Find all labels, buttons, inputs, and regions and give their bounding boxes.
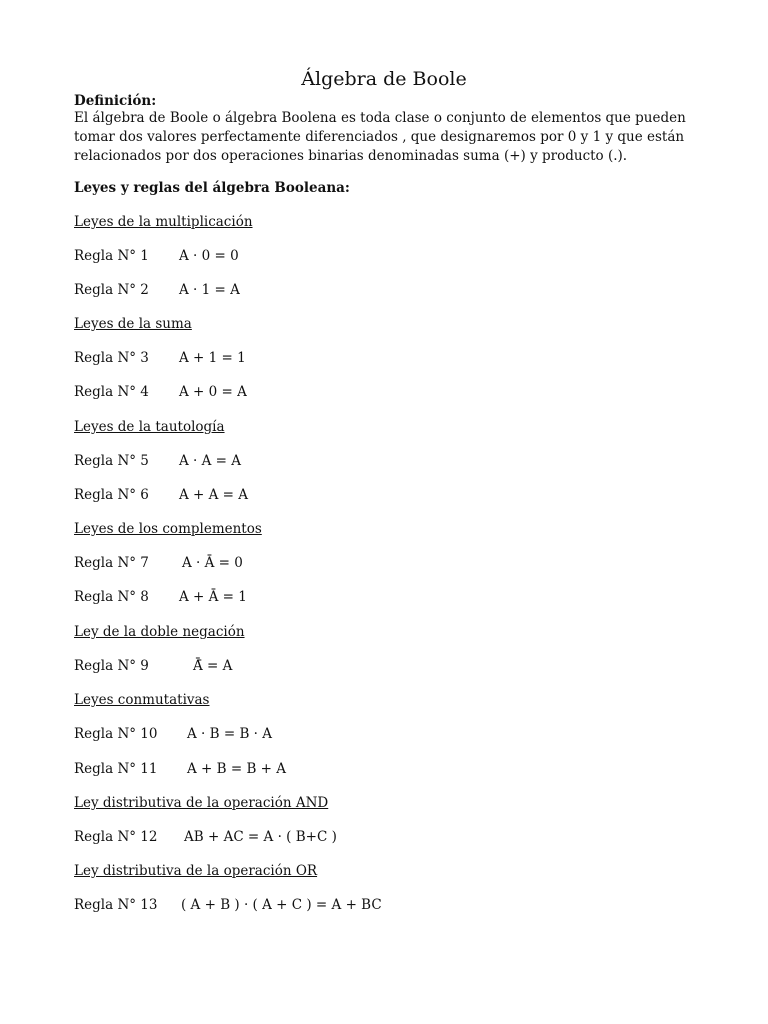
definition-line: tomar dos valores perfectamente diferenciados , que designaremos por 0 y 1 y que están xyxy=(74,129,685,145)
rule-name: Regla N° 11 xyxy=(74,761,158,777)
rule-expression: A · 0 = 0 xyxy=(179,248,239,264)
section-label-suma: Leyes de la suma xyxy=(74,316,192,332)
rule-row xyxy=(74,555,243,571)
rule-name: Regla N° 10 xyxy=(74,726,158,742)
section-label-conmutativas: Leyes conmutativas xyxy=(74,692,210,708)
laws-heading: Leyes y reglas del álgebra Booleana: xyxy=(74,180,350,196)
rule-row xyxy=(74,248,239,264)
section-label-complementos: Leyes de los complementos xyxy=(74,521,262,537)
rule-row xyxy=(74,761,287,777)
section-label-distributiva-or: Ley distributiva de la operación OR xyxy=(74,863,318,879)
rule-expression: ( A + B ) · ( A + C ) = A + BC xyxy=(181,897,382,913)
definition-paragraph xyxy=(74,109,686,166)
rule-row xyxy=(74,384,247,400)
rule-name: Regla N° 1 xyxy=(74,248,149,264)
rule-name: Regla N° 9 xyxy=(74,658,149,674)
rule-expression: A · Ā = 0 xyxy=(182,555,243,571)
rule-expression: A · 1 = A xyxy=(179,282,240,298)
rule-row xyxy=(74,453,242,469)
rule-name: Regla N° 5 xyxy=(74,453,149,469)
rule-name: Regla N° 4 xyxy=(74,384,149,400)
rule-name: Regla N° 7 xyxy=(74,555,149,571)
rule-row xyxy=(74,487,249,503)
rule-name: Regla N° 2 xyxy=(74,282,149,298)
section-label-tautologia: Leyes de la tautología xyxy=(74,419,225,435)
rule-expression: A + A = A xyxy=(179,487,249,503)
rule-row xyxy=(74,658,233,674)
rule-row xyxy=(74,726,272,742)
rule-expression: A · A = A xyxy=(179,453,242,469)
rule-row xyxy=(74,829,337,845)
rule-expression: A + B = B + A xyxy=(187,761,287,777)
rule-name: Regla N° 12 xyxy=(74,829,158,845)
definition-line: relacionados por dos operaciones binarias denominadas suma (+) y producto (.). xyxy=(74,148,628,164)
rule-expression: AB + AC = A · ( B+C ) xyxy=(184,829,337,845)
rule-expression: A + Ā = 1 xyxy=(179,589,247,605)
rule-row xyxy=(74,350,246,366)
rule-name: Regla N° 13 xyxy=(74,897,158,913)
rule-row xyxy=(74,589,247,605)
section-label-multiplicacion: Leyes de la multiplicación xyxy=(74,214,253,230)
section-label-distributiva-and: Ley distributiva de la operación AND xyxy=(74,795,329,811)
rule-name: Regla N° 8 xyxy=(74,589,149,605)
section-label-doble-negacion: Ley de la doble negación xyxy=(74,624,245,640)
rule-expression: A + 1 = 1 xyxy=(179,350,246,366)
rule-expression: A · B = B · A xyxy=(187,726,272,742)
rule-expression: Ā̄ = A xyxy=(193,658,233,674)
definition-line: El álgebra de Boole o álgebra Boolena es toda clase o conjunto de elementos que pueden xyxy=(74,110,686,126)
definition-heading: Definición: xyxy=(74,93,157,109)
rule-expression: A + 0 = A xyxy=(179,384,247,400)
page-title: Álgebra de Boole xyxy=(301,68,467,90)
rule-row xyxy=(74,897,382,913)
rule-row xyxy=(74,282,240,298)
rule-name: Regla N° 3 xyxy=(74,350,149,366)
rule-name: Regla N° 6 xyxy=(74,487,149,503)
